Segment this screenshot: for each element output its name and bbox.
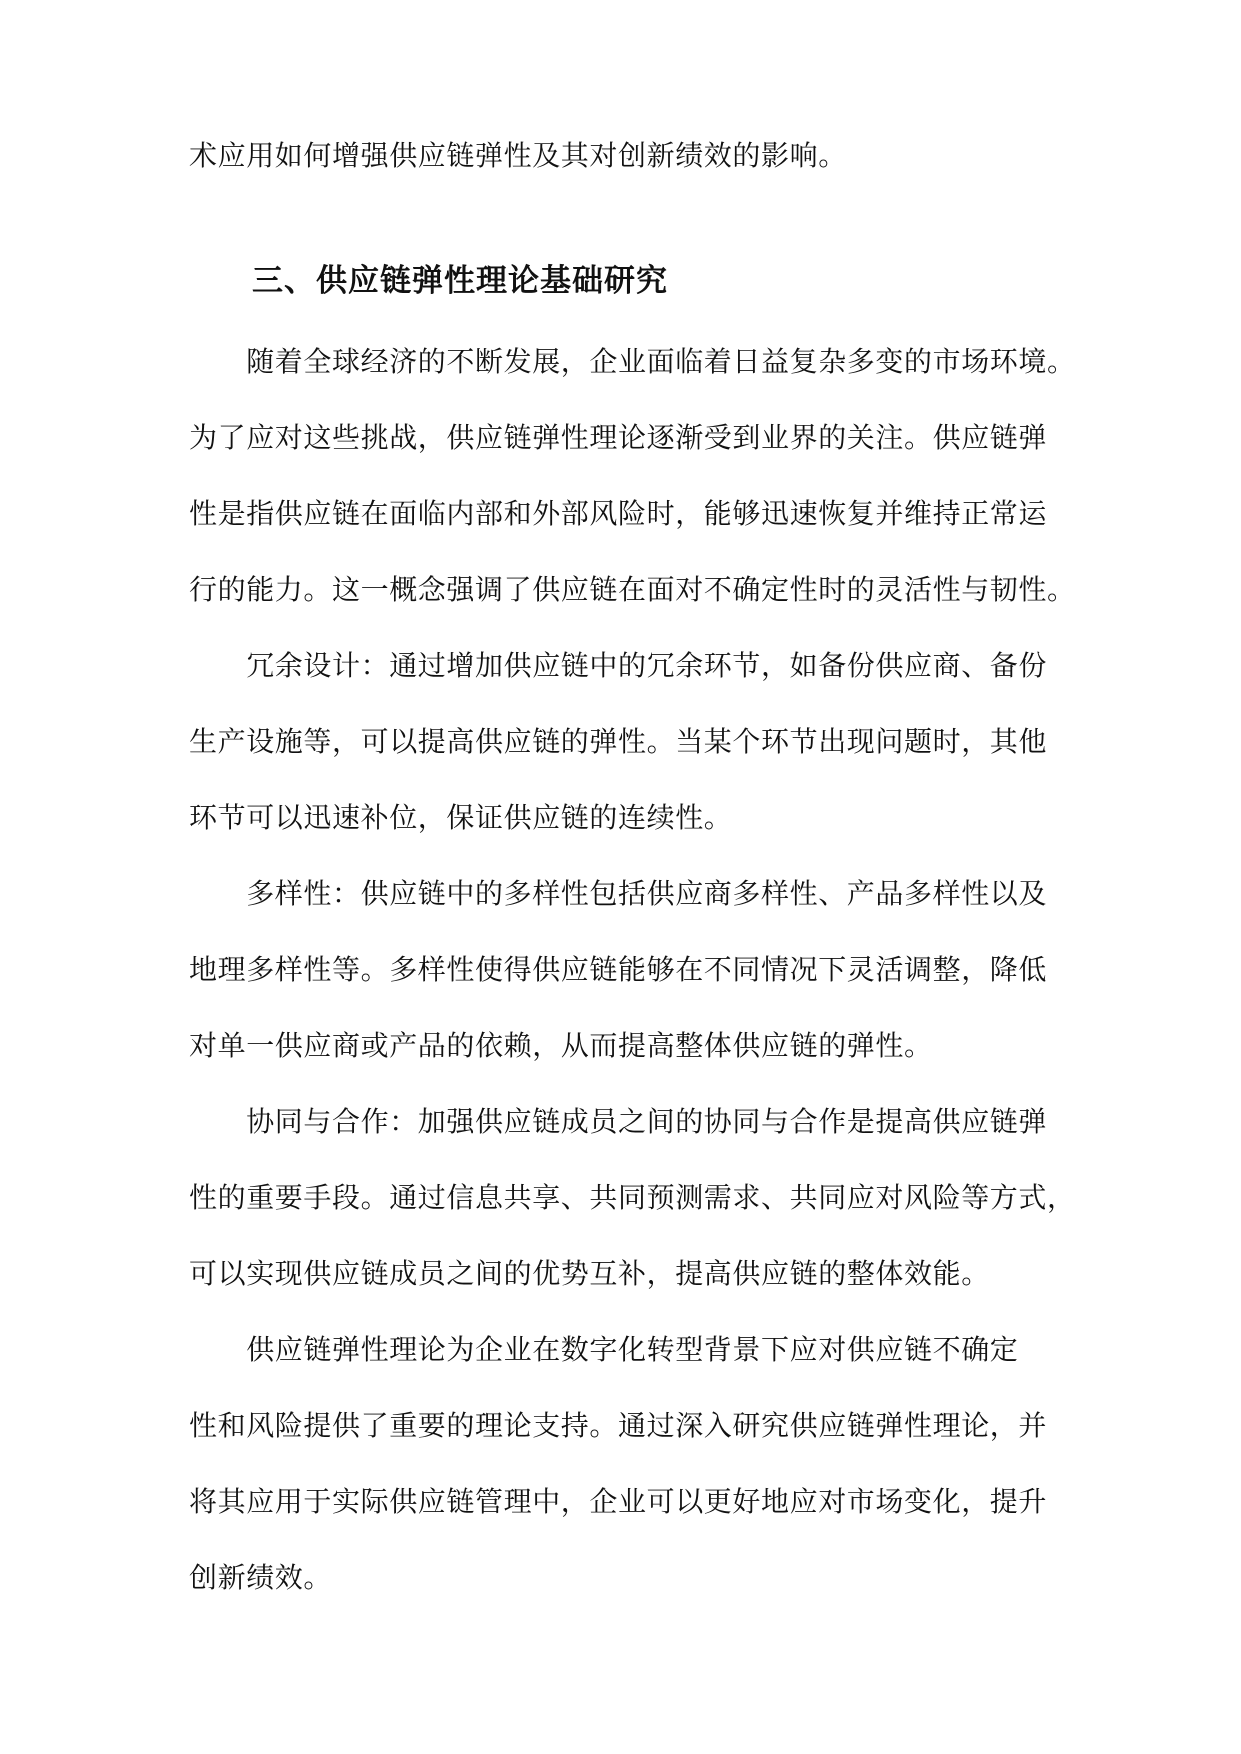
paragraph-line: 性和风险提供了重要的理论支持。通过深入研究供应链弹性理论，并 [189,1409,1048,1442]
paragraph-line: 可以实现供应链成员之间的优势互补，提高供应链的整体效能。 [189,1257,990,1290]
paragraph-line: 环节可以迅速补位，保证供应链的连续性。 [189,801,733,834]
paragraph-line: 性的重要手段。通过信息共享、共同预测需求、共同应对风险等方式， [189,1181,1076,1214]
paragraph-line: 冗余设计：通过增加供应链中的冗余环节，如备份供应商、备份 [189,649,1048,682]
paragraph-line: 对单一供应商或产品的依赖，从而提高整体供应链的弹性。 [189,1029,933,1062]
paragraph-line: 性是指供应链在面临内部和外部风险时，能够迅速恢复并维持正常运 [189,497,1048,530]
paragraph-line: 供应链弹性理论为企业在数字化转型背景下应对供应链不确定 [189,1333,1019,1366]
paragraph-line: 将其应用于实际供应链管理中，企业可以更好地应对市场变化，提升 [189,1485,1048,1518]
paragraph-line: 生产设施等，可以提高供应链的弹性。当某个环节出现问题时，其他 [189,725,1048,758]
opening-line: 术应用如何增强供应链弹性及其对创新绩效的影响。 [189,139,847,172]
paragraph-line: 行的能力。这一概念强调了供应链在面对不确定性时的灵活性与韧性。 [189,573,1076,606]
section-heading: 三、供应链弹性理论基础研究 [252,263,668,299]
paragraph-line: 随着全球经济的不断发展，企业面临着日益复杂多变的市场环境。 [189,345,1076,378]
paragraph-line: 多样性：供应链中的多样性包括供应商多样性、产品多样性以及 [189,877,1048,910]
paragraph-line: 协同与合作：加强供应链成员之间的协同与合作是提高供应链弹 [189,1105,1048,1138]
paragraph-line: 创新绩效。 [189,1561,333,1594]
paragraph-line: 为了应对这些挑战，供应链弹性理论逐渐受到业界的关注。供应链弹 [189,421,1048,454]
paragraph-line: 地理多样性等。多样性使得供应链能够在不同情况下灵活调整，降低 [189,953,1048,986]
